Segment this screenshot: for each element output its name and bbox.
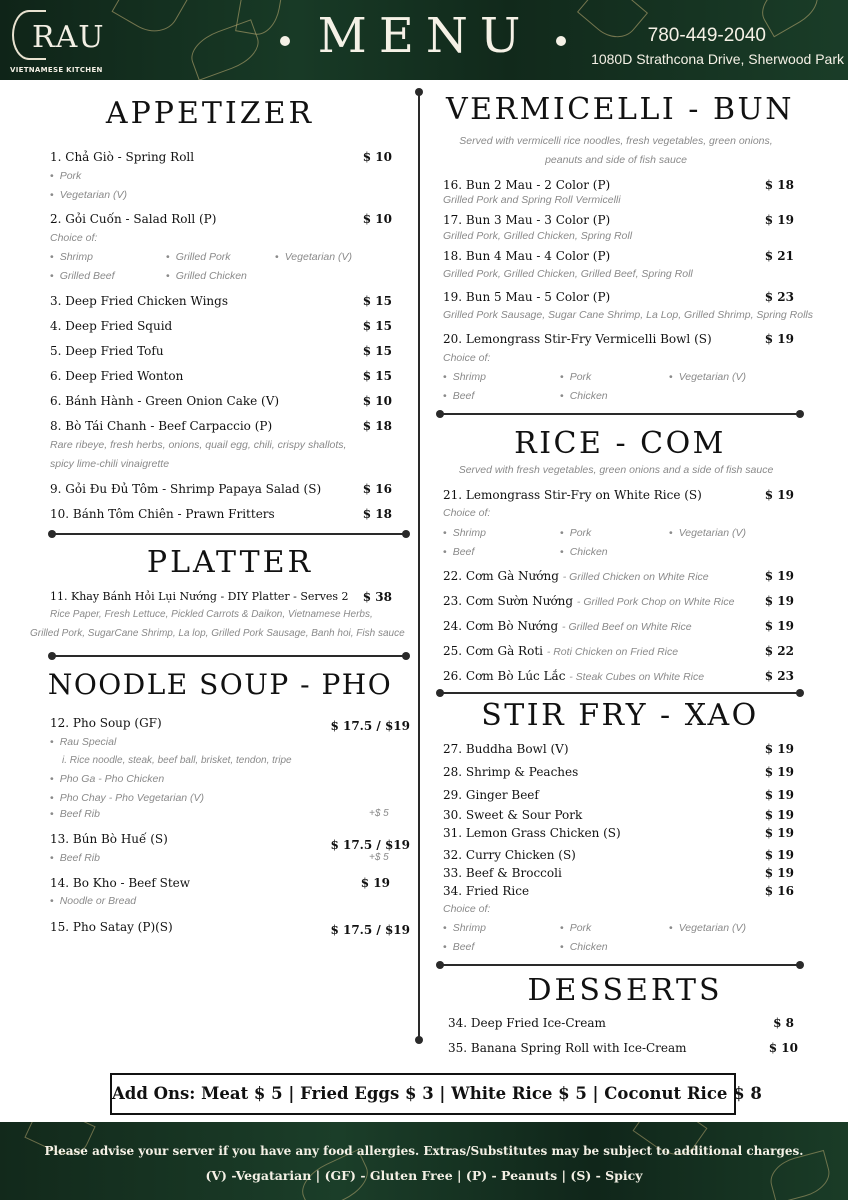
option: • Noodle or Bread <box>50 895 136 907</box>
leaf-decoration <box>577 0 648 47</box>
menu-item-price: $ 19 <box>764 213 794 227</box>
menu-item: 32. Curry Chicken (S) <box>443 848 576 862</box>
menu-item-price: $ 19 <box>764 332 794 346</box>
menu-item-price: $ 8 <box>773 1016 794 1030</box>
menu-item: 13. Bún Bò Huế (S) <box>50 832 168 846</box>
menu-item: 28. Shrimp & Peaches <box>443 765 579 779</box>
menu-item-price: $ 19 <box>360 876 390 890</box>
option: • Vegetarian (V) <box>669 371 746 383</box>
option: • Beef <box>443 546 474 558</box>
menu-item: 6. Bánh Hành - Green Onion Cake (V) <box>50 394 280 408</box>
menu-item-price: $ 19 <box>764 742 794 756</box>
option: • Pho Ga - Pho Chicken <box>50 773 164 785</box>
menu-item: 2. Gỏi Cuốn - Salad Roll (P) <box>50 212 217 226</box>
menu-item: 19. Bun 5 Mau - 5 Color (P) <box>443 290 611 304</box>
menu-item-subtitle: - Steak Cubes on White Rice <box>569 671 705 683</box>
addons-box: Add Ons: Meat $ 5 | Fried Eggs $ 3 | White Rice $ 5 | Coconut Rice $ 8 <box>110 1073 736 1115</box>
menu-item-price: $ 19 <box>764 619 794 633</box>
menu-item: 29. Ginger Beef <box>443 788 539 802</box>
menu-item-price: $ 15 <box>362 319 392 333</box>
menu-item-price: $ 19 <box>764 594 794 608</box>
menu-item-subtitle: - Grilled Chicken on White Rice <box>562 571 709 583</box>
page-title: MENU <box>317 8 533 64</box>
menu-item-price: $ 10 <box>362 150 392 164</box>
choice-label: Choice of: <box>443 507 491 519</box>
section-title-desserts: DESSERTS <box>527 973 723 1008</box>
menu-item: 16. Bun 2 Mau - 2 Color (P) <box>443 178 611 192</box>
menu-item-price: $ 17.5 / $19 <box>330 923 410 937</box>
section-note: Served with fresh vegetables, green onions and a side of fish sauce <box>458 464 774 476</box>
menu-item-name: 22. Cơm Gà Nướng <box>443 569 559 583</box>
menu-item-price: $ 16 <box>362 482 392 496</box>
option: • Grilled Pork <box>166 251 231 263</box>
menu-item-price: $ 19 <box>764 866 794 880</box>
item-description: Rice Paper, Fresh Lettuce, Pickled Carrots & Daikon, Vietnamese Herbs, <box>50 609 373 620</box>
option: • Rau Special <box>50 736 116 748</box>
extra-charge: +$ 5 <box>369 808 389 819</box>
menu-item-price: $ 19 <box>764 569 794 583</box>
phone-number: 780-449-2040 <box>647 25 766 46</box>
menu-item-price: $ 17.5 / $19 <box>330 719 410 733</box>
menu-item-price: $ 22 <box>764 644 794 658</box>
option: • Vegetarian (V) <box>50 189 127 201</box>
option: • Beef <box>443 941 474 953</box>
menu-item-price: $ 19 <box>764 788 794 802</box>
menu-item-name: 26. Cơm Bò Lúc Lắc <box>443 669 566 683</box>
menu-item: 18. Bun 4 Mau - 4 Color (P) <box>443 249 611 263</box>
menu-item <box>443 619 692 633</box>
menu-item-price: $ 17.5 / $19 <box>330 838 410 852</box>
option: • Grilled Beef <box>50 270 115 282</box>
menu-item: 9. Gỏi Đu Đủ Tôm - Shrimp Papaya Salad (S) <box>50 482 322 496</box>
extra-charge: +$ 5 <box>369 852 389 863</box>
item-description: spicy lime-chili vinaigrette <box>50 458 170 470</box>
section-divider <box>440 413 800 415</box>
menu-item-price: $ 15 <box>362 344 392 358</box>
item-description: Grilled Pork, Grilled Chicken, Spring Roll <box>443 230 633 242</box>
option: • Pork <box>560 371 591 383</box>
menu-item: 20. Lemongrass Stir-Fry Vermicelli Bowl (S) <box>443 332 712 346</box>
title-bullet-icon <box>556 36 566 46</box>
option: • Vegetarian (V) <box>669 922 746 934</box>
menu-item: 6. Deep Fried Wonton <box>50 369 184 383</box>
leaf-decoration <box>112 0 189 42</box>
option: • Beef Rib <box>50 808 100 820</box>
menu-item: 33. Beef & Broccoli <box>443 866 562 880</box>
section-note-line: Served with vermicelli rice noodles, fresh vegetables, green onions, <box>459 135 773 147</box>
menu-item: 21. Lemongrass Stir-Fry on White Rice (S) <box>443 488 702 502</box>
menu-item-price: $ 23 <box>764 290 794 304</box>
menu-item-price: $ 19 <box>764 808 794 822</box>
menu-item <box>443 594 734 608</box>
logo-text: RAU <box>32 20 105 55</box>
menu-item: 30. Sweet & Sour Pork <box>443 808 583 822</box>
menu-item-price: $ 19 <box>764 826 794 840</box>
option: • Chicken <box>560 941 608 953</box>
option: • Pho Chay - Pho Vegetarian (V) <box>50 792 204 804</box>
section-note <box>430 132 802 170</box>
choice-label: Choice of: <box>443 903 491 915</box>
menu-item: 3. Deep Fried Chicken Wings <box>50 294 228 308</box>
menu-item: 34. Fried Rice <box>443 884 530 898</box>
item-description: Grilled Pork, Grilled Chicken, Grilled Beef, Spring Roll <box>443 268 693 280</box>
menu-item-subtitle: - Roti Chicken on Fried Rice <box>546 646 679 658</box>
section-title-rice: RICE - COM <box>514 426 726 461</box>
option: • Chicken <box>560 546 608 558</box>
menu-item-name: 25. Cơm Gà Roti <box>443 644 543 658</box>
logo-subtitle: VIETNAMESE KITCHEN <box>10 66 103 74</box>
menu-item-price: $ 10 <box>362 212 392 226</box>
menu-item: 5. Deep Fried Tofu <box>50 344 164 358</box>
leaf-decoration <box>235 0 285 38</box>
item-description: Grilled Pork and Spring Roll Vermicelli <box>443 194 621 206</box>
section-divider <box>440 692 800 694</box>
option: • Pork <box>560 527 591 539</box>
menu-item: 31. Lemon Grass Chicken (S) <box>443 826 621 840</box>
menu-item-price: $ 19 <box>764 765 794 779</box>
menu-item-price: $ 10 <box>768 1041 798 1055</box>
menu-item: 34. Deep Fried Ice-Cream <box>448 1016 606 1030</box>
menu-item <box>443 644 678 658</box>
option: • Shrimp <box>50 251 93 263</box>
option: • Beef <box>443 390 474 402</box>
section-divider <box>440 964 800 966</box>
menu-item <box>443 669 704 683</box>
section-divider <box>52 655 406 657</box>
dietary-legend: (V) -Vegatarian | (GF) - Gluten Free | (P) - Peanuts | (S) - Spicy <box>205 1168 643 1183</box>
menu-item-subtitle: - Grilled Pork Chop on White Rice <box>576 596 735 608</box>
menu-item-price: $ 19 <box>764 488 794 502</box>
option: • Pork <box>560 922 591 934</box>
menu-item-price: $ 16 <box>764 884 794 898</box>
menu-item-price: $ 18 <box>764 178 794 192</box>
option: • Chicken <box>560 390 608 402</box>
menu-item: 17. Bun 3 Mau - 3 Color (P) <box>443 213 611 227</box>
menu-item <box>443 569 709 583</box>
menu-item: 11. Khay Bánh Hỏi Lụi Nướng - DIY Platter - Serves 2 <box>50 590 349 603</box>
section-title-stirfry: STIR FRY - XAO <box>481 698 759 733</box>
menu-item: 27. Buddha Bowl (V) <box>443 742 569 756</box>
address: 1080D Strathcona Drive, Sherwood Park <box>591 51 844 67</box>
section-title-platter: PLATTER <box>146 545 314 580</box>
menu-item-price: $ 18 <box>362 419 392 433</box>
menu-item-price: $ 18 <box>362 507 392 521</box>
menu-item: 15. Pho Satay (P)(S) <box>50 920 173 934</box>
section-title-vermicelli: VERMICELLI - BUN <box>445 92 795 127</box>
menu-item-name: 23. Cơm Sườn Nướng <box>443 594 574 608</box>
menu-item-price: $ 15 <box>362 369 392 383</box>
menu-item: 10. Bánh Tôm Chiên - Prawn Fritters <box>50 507 275 521</box>
item-description: i. Rice noodle, steak, beef ball, brisket, tendon, tripe <box>62 755 292 766</box>
menu-item-price: $ 38 <box>362 590 392 604</box>
choice-label: Choice of: <box>443 352 491 364</box>
section-title-appetizer: APPETIZER <box>105 96 315 131</box>
item-description: Rare ribeye, fresh herbs, onions, quail egg, chili, crispy shallots, <box>50 439 347 451</box>
menu-item-price: $ 15 <box>362 294 392 308</box>
option: • Shrimp <box>443 922 486 934</box>
option: • Shrimp <box>443 371 486 383</box>
menu-item: 1. Chả Giò - Spring Roll <box>50 150 195 164</box>
item-description: Grilled Pork, SugarCane Shrimp, La lop, Grilled Pork Sausage, Banh hoi, Fish sauce <box>30 628 405 639</box>
menu-item: 12. Pho Soup (GF) <box>50 716 162 730</box>
menu-footer <box>0 1122 848 1200</box>
menu-item: 35. Banana Spring Roll with Ice-Cream <box>448 1041 687 1055</box>
section-note-line: peanuts and side of fish sauce <box>545 154 687 166</box>
allergy-notice: Please advise your server if you have any food allergies. Extras/Substitutes may be subject to additional charges. <box>44 1144 804 1158</box>
menu-item-price: $ 10 <box>362 394 392 408</box>
menu-item: 8. Bò Tái Chanh - Beef Carpaccio (P) <box>50 419 273 433</box>
section-divider <box>52 533 406 535</box>
menu-item-price: $ 21 <box>764 249 794 263</box>
option: • Beef Rib <box>50 852 100 864</box>
menu-item-name: 24. Cơm Bò Nướng <box>443 619 559 633</box>
choice-label: Choice of: <box>50 232 98 244</box>
option: • Pork <box>50 170 81 182</box>
option: • Shrimp <box>443 527 486 539</box>
option: • Grilled Chicken <box>166 270 247 282</box>
option: • Vegetarian (V) <box>275 251 352 263</box>
menu-item-price: $ 23 <box>764 669 794 683</box>
item-description: Grilled Pork Sausage, Sugar Cane Shrimp, La Lop, Grilled Shrimp, Spring Rolls <box>443 309 814 321</box>
menu-item: 14. Bo Kho - Beef Stew <box>50 876 191 890</box>
option: • Vegetarian (V) <box>669 527 746 539</box>
menu-item-price: $ 19 <box>764 848 794 862</box>
menu-item-subtitle: - Grilled Beef on White Rice <box>562 621 692 633</box>
menu-header <box>0 0 848 80</box>
section-title-pho: NOODLE SOUP - PHO <box>47 668 393 701</box>
menu-item: 4. Deep Fried Squid <box>50 319 173 333</box>
restaurant-logo <box>10 8 110 74</box>
